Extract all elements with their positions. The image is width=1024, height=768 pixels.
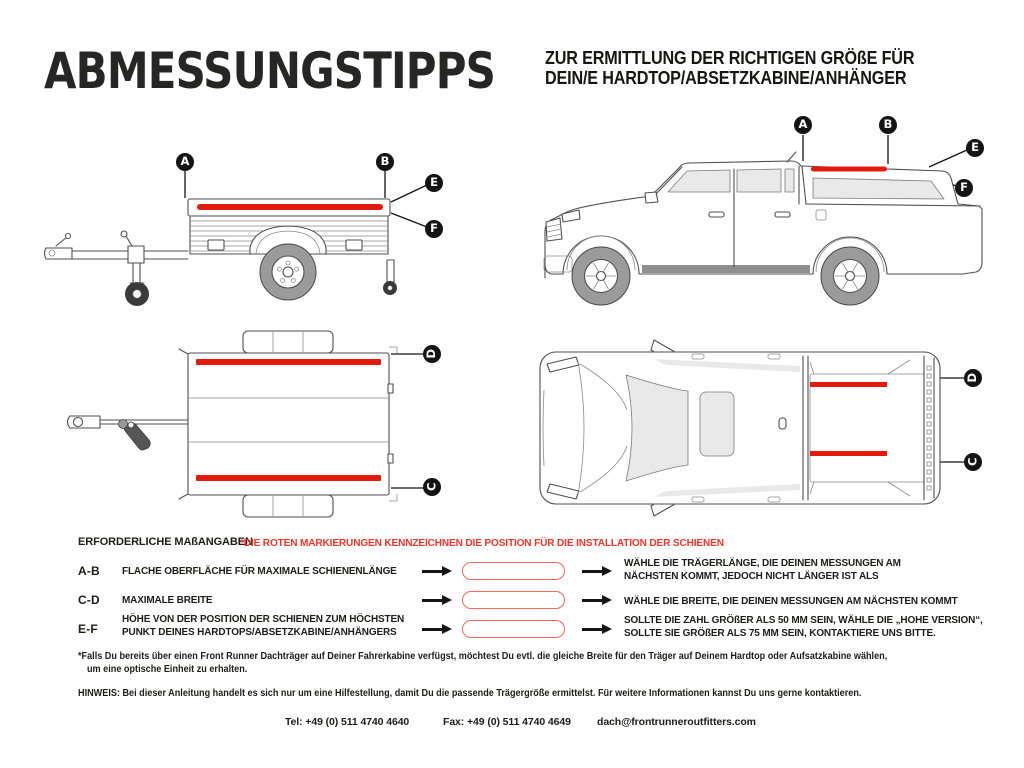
tailgate bbox=[243, 495, 333, 517]
door-handle bbox=[775, 212, 790, 217]
page-subtitle bbox=[545, 48, 914, 88]
row-description: HÖHE VON DER POSITION DER SCHIENEN ZUM HÖCHSTEN PUNKT DEINES HARDTOPS/ABSETZKABINE/ANHÄNGERS bbox=[122, 613, 405, 638]
door-handle bbox=[709, 212, 724, 217]
callout-c: C bbox=[964, 453, 982, 471]
side-mirror bbox=[645, 192, 658, 203]
fax-number: Fax: +49 (0) 511 4740 4649 bbox=[443, 716, 571, 728]
truck-side-view bbox=[515, 110, 1015, 325]
trailer-top-illustration bbox=[40, 328, 460, 520]
rail-position-marking bbox=[196, 475, 381, 481]
rail-position-marking bbox=[811, 167, 887, 172]
trailer-drawbar bbox=[45, 231, 189, 306]
callout-a: A bbox=[794, 116, 812, 134]
red-markings-note: *DIE ROTEN MARKIERUNGEN KENNZEICHNEN DIE POSITION FÜR DIE INSTALLATION DER SCHIENEN bbox=[240, 537, 724, 549]
callout-d: D bbox=[423, 345, 441, 363]
callout-d: D bbox=[964, 369, 982, 387]
arrow-icon bbox=[582, 566, 613, 578]
trailer-side-view bbox=[40, 120, 460, 320]
tailgate bbox=[243, 331, 333, 353]
measurement-blank-field bbox=[462, 620, 565, 638]
callout-b: B bbox=[879, 116, 897, 134]
rocker-step bbox=[642, 265, 810, 273]
rear-wheel bbox=[821, 247, 879, 305]
row-key: C-D bbox=[78, 593, 100, 607]
phone-number: Tel: +49 (0) 511 4740 4640 bbox=[285, 716, 410, 728]
jockey-lever bbox=[124, 423, 151, 450]
callout-e: E bbox=[425, 174, 443, 192]
front-wheel bbox=[572, 247, 630, 305]
sunroof bbox=[700, 392, 734, 456]
callout-f: F bbox=[425, 220, 443, 238]
subtitle-line-2: DEIN/E HARDTOP/ABSETZKABINE/ANHÄNGER bbox=[545, 68, 907, 88]
row-description: FLACHE OBERFLÄCHE FÜR MAXIMALE SCHIENENLÄNGE bbox=[122, 565, 397, 577]
callout-c: C bbox=[423, 478, 441, 496]
measurement-blank-field bbox=[462, 591, 565, 609]
truck-top-illustration bbox=[520, 330, 1015, 525]
row-description: MAXIMALE BREITE bbox=[122, 594, 213, 606]
row-result: SOLLTE DIE ZAHL GRÖßER ALS 50 MM SEIN, WÄHLE DIE „HOHE VERSION“, SOLLTE SIE GRÖßER ALS 75 MM SEIN, KONTAKTIERE UNS BITTE. bbox=[624, 614, 983, 639]
callout-b: B bbox=[376, 153, 394, 171]
windshield bbox=[626, 375, 688, 481]
drawbar bbox=[68, 416, 189, 450]
measurement-blank-field bbox=[462, 562, 565, 580]
hinweis-note: HINWEIS: Bei dieser Anleitung handelt es sich nur um eine Hilfestellung, damit Du die passende Trägergröße ermittelst. Für weitere Informationen kannst Du uns gerne kontaktieren. bbox=[78, 688, 862, 699]
rear-door-window bbox=[737, 169, 781, 192]
arrow-icon bbox=[582, 595, 613, 607]
email-address: dach@frontrunneroutfitters.com bbox=[597, 716, 756, 728]
page-title: ABMESSUNGSTIPPS bbox=[44, 42, 496, 100]
callout-a: A bbox=[176, 153, 194, 171]
truck-body-top bbox=[540, 340, 940, 516]
truck-side-illustration bbox=[515, 110, 1015, 325]
arrow-icon bbox=[422, 595, 453, 607]
asterisk-footnote-line-2: um eine optische Einheit zu erhalten. bbox=[87, 664, 248, 675]
arrow-icon bbox=[422, 624, 453, 636]
subtitle-line-1: ZUR ERMITTLUNG DER RICHTIGEN GRÖßE FÜR bbox=[545, 48, 915, 68]
asterisk-footnote-line-1: *Falls Du bereits über einen Front Runner Dachträger auf Deiner Fahrerkabine verfügst, möchtest Du evtl. die gleiche Breite für den Träger auf Deinem Hardtop oder Aufsatzkabine wählen, bbox=[78, 651, 888, 662]
section-heading: ERFORDERLICHE MAßANGABEN bbox=[78, 536, 253, 548]
row-result: WÄHLE DIE TRÄGERLÄNGE, DIE DEINEN MESSUNGEN AM NÄCHSTEN KOMMT, JEDOCH NICHT LÄNGER IST ALS bbox=[624, 557, 901, 582]
trailer-wheel bbox=[260, 244, 316, 300]
pointer-lines bbox=[391, 354, 424, 488]
row-result: WÄHLE DIE BREITE, DIE DEINEN MESSUNGEN AM NÄCHSTEN KOMMT bbox=[624, 595, 958, 607]
trailer-box-top bbox=[179, 331, 397, 517]
rail-position-marking bbox=[196, 359, 381, 365]
arrow-icon bbox=[582, 624, 613, 636]
antenna bbox=[779, 418, 786, 429]
rail-position-marking bbox=[810, 451, 887, 456]
callout-f: F bbox=[955, 179, 973, 197]
rail-position-marking bbox=[197, 204, 383, 210]
canopy-window bbox=[813, 178, 944, 199]
row-key: E-F bbox=[78, 622, 98, 636]
row-key: A-B bbox=[78, 564, 100, 578]
truck-top-view bbox=[520, 330, 1015, 525]
arrow-icon bbox=[422, 566, 453, 578]
callout-e: E bbox=[966, 139, 984, 157]
trailer-top-view bbox=[40, 328, 460, 520]
trailer-side-illustration bbox=[40, 120, 460, 320]
rail-position-marking bbox=[810, 382, 887, 387]
